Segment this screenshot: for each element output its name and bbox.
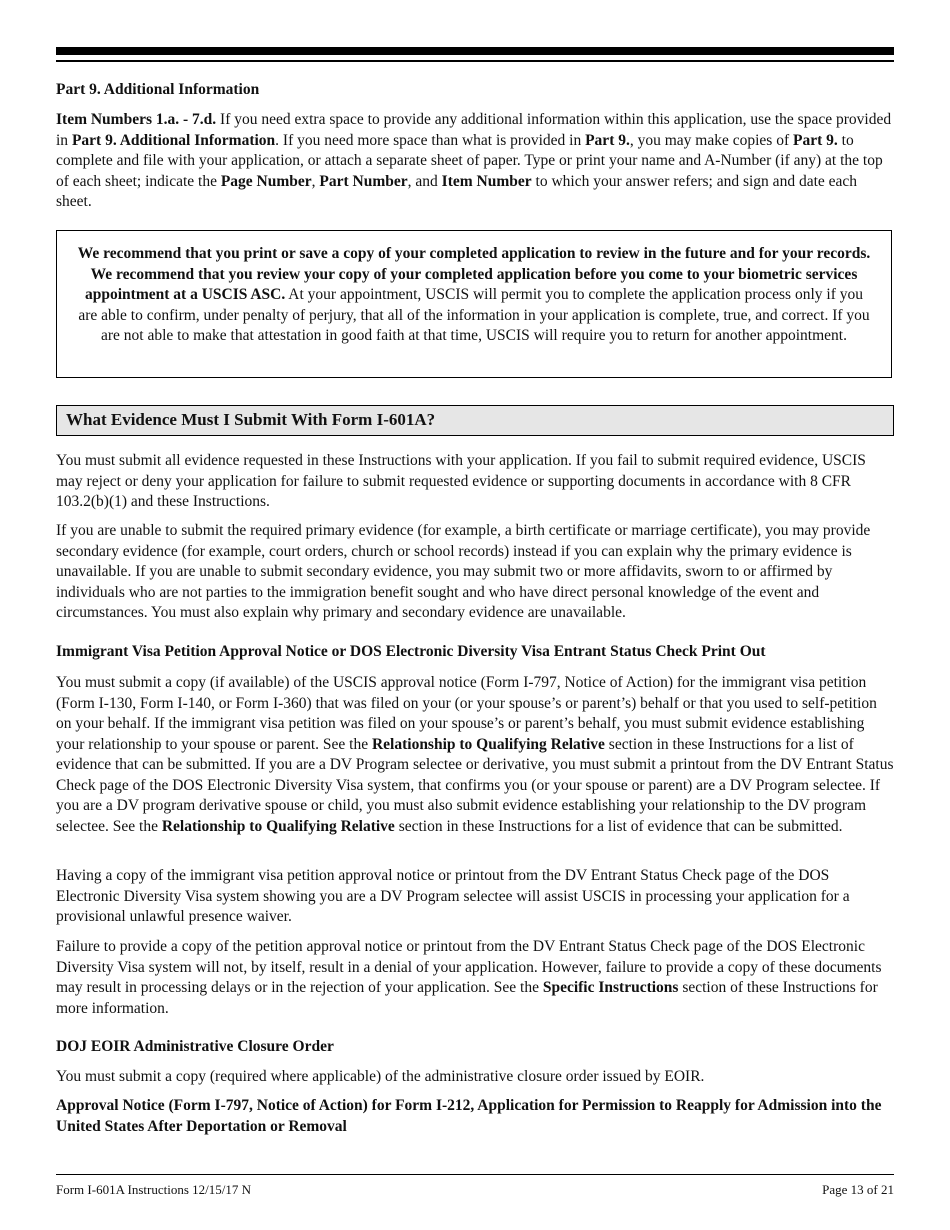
part9-heading: Part 9. Additional Information [56, 81, 260, 98]
visa-petition-heading: Immigrant Visa Petition Approval Notice or DOS Electronic Diversity Visa Entrant Status Check Print Out [56, 643, 766, 660]
visa-paragraph-1: You must submit a copy (if available) of the USCIS approval notice (Form I-797, Notice of Action) for the immigrant visa petition (Form I-130, Form I-140, or Form I-360) that was filed on your (or your spouse’s or parent’s) behalf or that you used to self-petition on your behalf. If the immigrant visa petition was filed on your spouse’s or parent’s behalf, you must submit evidence establishing your relationship to your spouse or parent. See the Relationship to Qualifying Relative section in these Instructions for a list of evidence that can be submitted. If you are a DV Program selectee or derivative, you must submit a printout from the DV Entrant Status Check page of the DOS Electronic Diversity Visa system, that confirms you (or your spouse or parent) are a DV Program selectee. If you are a DV program derivative spouse or child, you must also submit evidence establishing your relationship to the DV program selectee. See the Relationship to Qualifying Relative section in these Instructions for a list of evidence that can be submitted. [56, 674, 894, 835]
footer-rule [56, 1174, 894, 1175]
header-thick-rule [56, 47, 894, 55]
part9-item-label: Item Numbers 1.a. - 7.d. [56, 111, 217, 128]
doj-heading: DOJ EOIR Administrative Closure Order [56, 1038, 334, 1055]
visa-paragraph-3: Failure to provide a copy of the petition approval notice or printout from the DV Entrant Status Check page of the DOS Electronic Diversity Visa system will not, by itself, result in a denial of your application. However, failure to provide a copy of these documents may result in processing delays or in the rejection of your application. See the Specific Instructions section of these Instructions for more information. [56, 938, 882, 1017]
evidence-paragraph-1: You must submit all evidence requested in these Instructions with your application. If you fail to submit required evidence, USCIS may reject or deny your application for failure to submit requested evidence or supporting documents in accordance with 8 CFR 103.2(b)(1) and these Instructions. [56, 452, 866, 510]
header-thin-rule [56, 60, 894, 62]
visa-paragraph-2: Having a copy of the immigrant visa petition approval notice or printout from the DV Entrant Status Check page of the DOS Electronic Diversity Visa system showing you are a DV Program selectee will assist USCIS in processing your application for a provisional unlawful presence waiver. [56, 867, 850, 925]
approval-notice-heading: Approval Notice (Form I-797, Notice of Action) for Form I-212, Application for Permission to Reapply for Admission into the United States After Deportation or Removal [56, 1097, 882, 1135]
evidence-section-title: What Evidence Must I Submit With Form I-601A? [56, 405, 894, 436]
recommendation-notice-text: We recommend that you print or save a copy of your completed application to review in the future and for your records. We recommend that you review your copy of your completed application before you come to your biometric services appointment at a USCIS ASC. At your appointment, USCIS will permit you to complete the application process only if you are able to confirm, under penalty of perjury, that all of the information in your application is complete, true, and correct. If you are not able to make that attestation in good faith at that time, USCIS will require you to return for another appointment. [77, 245, 871, 344]
doj-paragraph: You must submit a copy (required where applicable) of the administrative closure order issued by EOIR. [56, 1068, 705, 1085]
recommendation-notice-box [56, 230, 892, 378]
evidence-paragraph-2: If you are unable to submit the required primary evidence (for example, a birth certificate or marriage certificate), you may provide secondary evidence (for example, court orders, church or school records) instead if you can explain why the primary evidence is unavailable. If you are unable to submit secondary evidence, you may submit two or more affidavits, sworn to or affirmed by individuals who are not parties to the immigration benefit sought and who have direct personal knowledge of the event and circumstances. You must also explain why primary and secondary evidence are unavailable. [56, 522, 871, 621]
part9-paragraph: Item Numbers 1.a. - 7.d. If you need extra space to provide any additional information within this application, use the space provided in Part 9. Additional Information. If you need more space than what is provided in Part 9., you may make copies of Part 9. to complete and file with your application, or attach a separate sheet of paper. Type or print your name and A-Number (if any) at the top of each sheet; indicate the Page Number, Part Number, and Item Number to which your answer refers; and sign and date each sheet. [56, 111, 892, 210]
footer-form-info: Form I-601A Instructions 12/15/17 N [56, 1182, 251, 1197]
footer-page-number: Page 13 of 21 [822, 1182, 894, 1197]
